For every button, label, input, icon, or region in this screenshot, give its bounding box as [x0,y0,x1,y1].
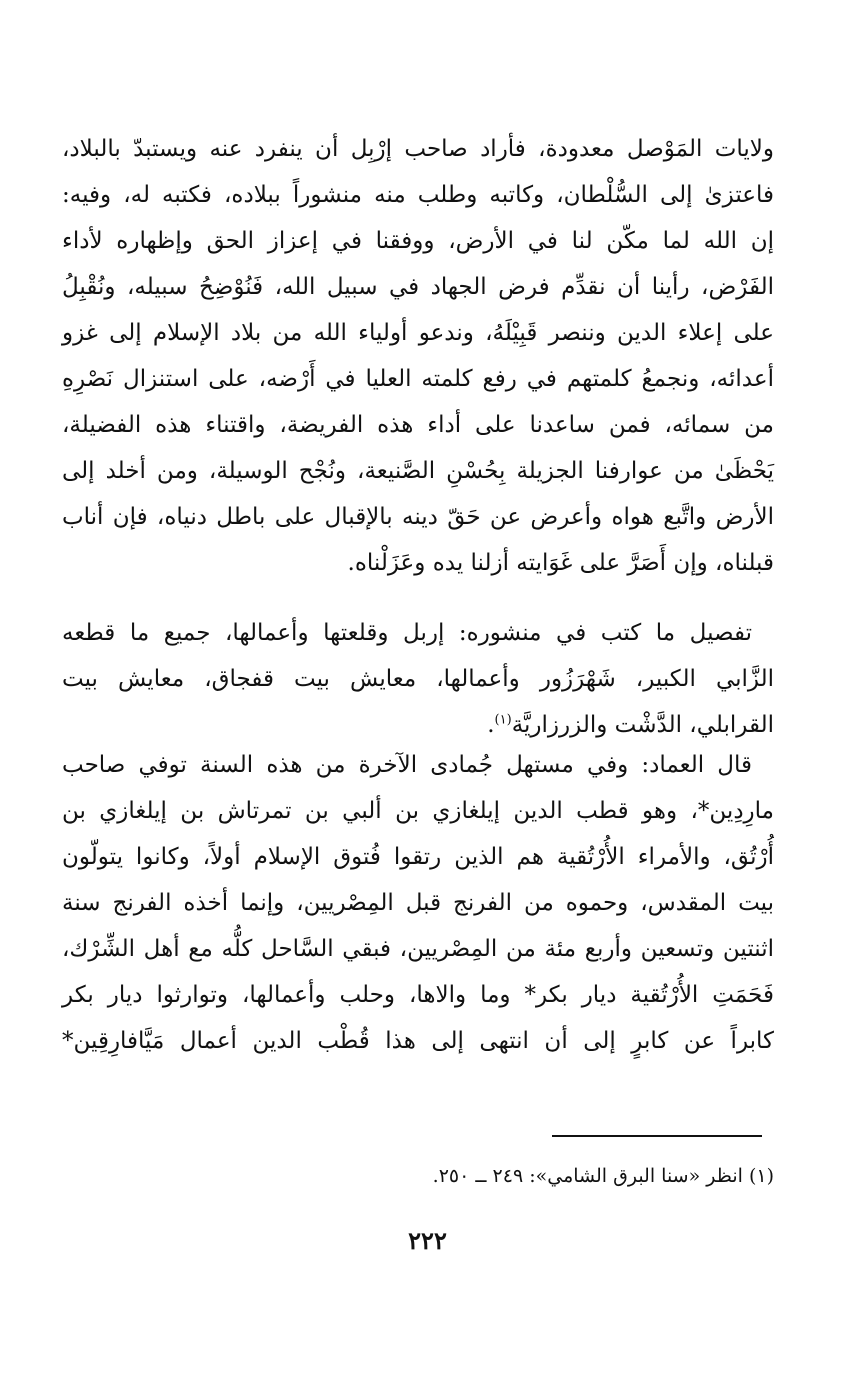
paragraph-line: يَحْظَىٰ من عوارفنا الجزيلة بِحُسْنِ الصَّنيعة، ونُجْح الوسيلة، ومن أخلد إلى [62,458,774,484]
paragraph-line: من سمائه، فمن ساعدنا على أداء هذه الفريضة، واقتناء هذه الفضيلة، [62,412,774,438]
footnote-divider [552,1135,762,1137]
paragraph-line: أُرْتُق، والأمراء الأُرْتُقية هم الذين رتقوا فُتوق الإسلام أولاً، وكانوا يتولّون [62,844,774,870]
paragraph-line: أعدائه، ونجمعُ كلمتهم في رفع كلمته العليا في أَرْضه، على استنزال نَصْرِهِ [62,366,774,392]
footnote: (١) انظر «سنا البرق الشامي»: ٢٤٩ ــ ٢٥٠. [432,1165,774,1187]
paragraph-line: فاعتزىٰ إلى السُّلْطان، وكاتبه وطلب منه منشوراً ببلاده، فكتبه له، وفيه: [62,182,774,208]
paragraph-line: الزَّابي الكبير، شَهْرَزُور وأعمالها، معايش بيت قفجاق، معايش بيت [62,666,774,692]
paragraph-line: تفصيل ما كتب في منشوره: إربل وقلعتها وأعمالها، جميع ما قطعه [62,620,752,646]
paragraph-line: قبلناه، وإن أَصَرَّ على غَوَايته أزلنا يده وعَزَلْناه. [347,550,774,576]
paragraph-line: اثنتين وتسعين وأربع مئة من المِصْريين، فبقي السَّاحل كلُّه مع أهل الشِّرْك، [62,936,774,962]
footnote-marker[interactable]: (١) [494,712,512,728]
paragraph-line: كابراً عن كابرٍ إلى أن انتهى إلى هذا قُطْب الدين أعمال مَيَّافارِقِين* [62,1028,774,1054]
page-number: ٢٢٢ [408,1226,447,1255]
paragraph-3 [62,742,774,1064]
paragraph-2 [62,610,774,748]
paragraph-line: ولايات المَوْصل معدودة، فأراد صاحب إرْبِل أن ينفرد عنه ويستبدّ بالبلاد، [62,136,774,162]
end-punctuation: . [487,712,495,738]
paragraph-line: على إعلاء الدين وننصر قَبِيْلَهُ، وندعو أولياء الله من بلاد الإسلام إلى غزو [62,320,774,346]
paragraph-line: إن الله لما مكّن لنا في الأرض، ووفقنا في إعزاز الحق وإظهاره لأداء [62,228,774,254]
paragraph-line: الأرض واتَّبع هواه وأعرض عن حَقّ دينه بالإقبال على باطل دنياه، فإن أناب [62,504,774,530]
paragraph-line: فَحَمَتِ الأُرْتُقية ديار بكر* وما والاها، وحلب وأعمالها، وتوارثوا ديار بكر [62,982,774,1008]
paragraph-line: الفَرْض، رأينا أن نقدِّم فرض الجهاد في سبيل الله، فَنُوْضِحُ سبيله، ونُقْبِلُ [62,274,774,300]
paragraph-line-text: القرابلي، الدَّشْت والزرزاريَّة [511,712,774,738]
paragraph-line: مارِدِين*، وهو قطب الدين إيلغازي بن ألبي بن تمرتاش بن إيلغازي بن [62,798,774,824]
paragraph-line: قال العماد: وفي مستهل جُمادى الآخرة من هذه السنة توفي صاحب [62,752,752,778]
paragraph-line: بيت المقدس، وحموه من الفرنج قبل المِصْريين، وإنما أخذه الفرنج سنة [62,890,774,916]
paragraph-1 [62,126,774,586]
